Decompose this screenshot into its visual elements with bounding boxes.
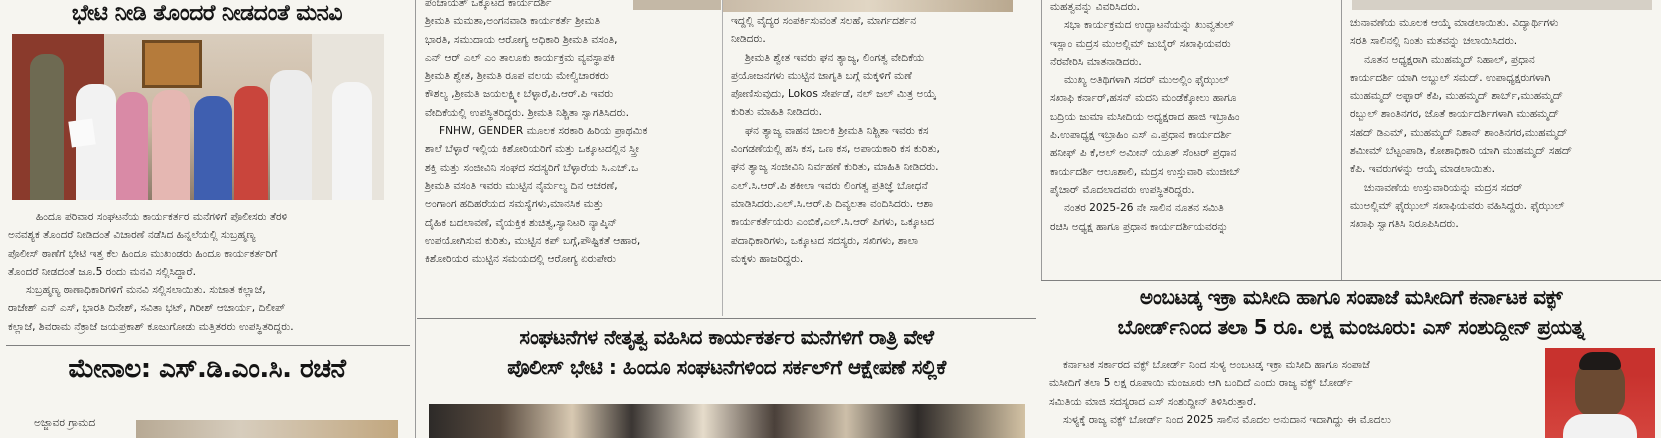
story-6-line: ಸುಳ್ಯಕ್ಕೆ ರಾಜ್ಯ ವಕ್ಫ್ ಬೋರ್ಡ್ ನಿಂದ 2025 ಸಾಲಿನ ಮೊದಲ ಅನುದಾನ ಇದಾಗಿದ್ದು ಈ ಮೊದಲು <box>1063 413 1391 426</box>
story-6-headline-line1: ಅಂಬಟಡ್ಕ ಇಕ್ರಾ ಮಸೀದಿ ಹಾಗೂ ಸಂಪಾಜೆ ಮಸೀದಿಗೆ ಕರ್ನಾಟಕ ವಕ್ಫ್ <box>1139 285 1563 309</box>
story-1-line: ಪೊಲೀಸ್ ಠಾಣೆಗೆ ಭೇಟಿ ಇತ್ತ ಕೆಲ ಹಿಂದೂ ಮುಖಂಡರು ಹಿಂದೂ ಕಾರ್ಯಕರ್ತರಿಗೆ <box>8 247 278 260</box>
divider <box>417 318 1036 319</box>
story-3-line: ಕಾರ್ಯಕರ್ತೆಯರು ಎಂಬಿಕೆ,ಎಲ್.ಸಿ.ಆರ್ ಪಿಗಳು, ಒಕ್ಕೂಟದ <box>731 216 935 229</box>
story-5-line: ನಂತರ 2025-26 ನೇ ಸಾಲಿನ ನೂತನ ಸಮಿತಿ <box>1064 202 1224 215</box>
story-3-line: ಎನ್ ಆರ್ ಎಲ್ ಎಂ ತಾಲೂಕು ಕಾರ್ಯಕ್ರಮ ವ್ಯವಸ್ಥಾಪಕಿ <box>425 51 615 64</box>
story-6-portrait-photo <box>1545 348 1655 438</box>
story-3-line: ಇದ್ದಲ್ಲಿ ವೈದ್ಯರ ಸಂಪರ್ಕಿಸುವಂತೆ ಸಲಹೆ, ಮಾರ್ಗದರ್ಶನ <box>731 15 917 27</box>
story-3-line: ಶ್ರೀಮತಿ ಮಮತಾ,ಅಂಗನವಾಡಿ ಕಾರ್ಯಕರ್ತೆ ಶ್ರೀಮತಿ <box>425 15 601 28</box>
story-3-line: ವೇದಿಕೆಯಲ್ಲಿ ಉಪಸ್ಥಿತರಿದ್ದರು. ಶ್ರೀಮತಿ ನಿಶ್ಚಿತಾ ಸ್ವಾಗತಿಸಿದರು. <box>425 106 629 119</box>
column-2 <box>417 0 721 316</box>
story-5-line: ಇಸ್ಲಾಂ ಮದ್ರಸ ಮುಅಲ್ಲಿಮ್ ಜುಬೈರ್ ಸಖಾಫಿಯವರು <box>1050 37 1231 50</box>
story-4-headline-line1: ಸಂಘಟನೆಗಳ ನೇತೃತ್ವ ವಹಿಸಿದ ಕಾರ್ಯಕರ್ತರ ಮನೆಗಳಿಗೆ ರಾತ್ರಿ ವೇಳೆ <box>519 325 934 349</box>
story-1-line: ತೊಂದರೆ ನೀಡದಂತೆ ಜೂ.5 ರಂದು ಮನವಿ ಸಲ್ಲಿಸಿದ್ದಾರೆ. <box>8 265 196 278</box>
column-4 <box>1041 0 1341 280</box>
story-5-line: ಚುನಾವಣೆಯ ಮೂಲಕ ಆಯ್ಕೆ ಮಾಡಲಾಯಿತು. ವಿದ್ಯಾರ್ಥಿಗಳು <box>1350 17 1559 29</box>
story-6-headline-line2: ಬೋರ್ಡ್‌ನಿಂದ ತಲಾ 5 ರೂ. ಲಕ್ಷ ಮಂಜೂರು: ಎಸ್ ಸಂಶುದ್ದೀನ್ ಪ್ರಯತ್ನ <box>1117 315 1585 339</box>
story-3-line: ಪಂಚಾಯತ್ ಒಕ್ಕೂಟದ ಕಾರ್ಯದರ್ಶಿ <box>425 0 552 9</box>
story-3-line: ಉಪಯೋಗಿಸುವ ಕುರಿತು, ಮುಟ್ಟಿನ ಕಪ್ ಬಗ್ಗೆ,ಪೌಷ್ಟಿಕತೆ ಆಹಾರ, <box>425 234 641 247</box>
story-2-headline: ಮೇನಾಲ: ಎಸ್.ಡಿ.ಎಂ.ಸಿ. ರಚನೆ <box>68 354 346 384</box>
divider <box>1041 280 1661 281</box>
story-3-line: ನೀಡಿದರು. <box>731 33 766 46</box>
story-2-photo <box>136 420 398 438</box>
story-3-line: ವಿಂಗಡಣೆಯಲ್ಲಿ ಹಸಿ ಕಸ, ಒಣ ಕಸ, ಅಪಾಯಕಾರಿ ಕಸ ಕುರಿತು, <box>731 143 940 156</box>
story-5-line: ಸಖಾಫಿ ಕರ್ನಾರ್,ಹಸನ್ ಮದನಿ ಮಂಡೆಕ್ಕೋಲು ಹಾಗೂ <box>1050 92 1237 105</box>
story-5-line: ರಬ್ಬುಲ್ ಶಾಂತಿನಗರ, ಜೊತೆ ಕಾರ್ಯದರ್ಶಿಗಳಾಗಿ ಮುಹಮ್ಮದ್ <box>1350 108 1559 121</box>
story-3-photo-edge <box>633 0 721 10</box>
story-3-line: ಶ್ರೀಮತಿ ಶ್ವೇತ, ಶ್ರೀಮತಿ ರೂಪ ವಲಯ ಮೇಲ್ವಿಚಾರಕರು <box>425 70 609 83</box>
story-3-photo-edge <box>723 0 1013 12</box>
story-6-line: ಸಮಿತಿಯ ಮಾಜಿ ಸದಸ್ಯರಾದ ಎಸ್ ಸಂಶುದ್ದೀನ್ ತಿಳಿಸಿರುತ್ತಾರೆ. <box>1049 395 1257 408</box>
story-5-line: ಪೈಚಾರ್ ಮೊದಲಾದವರು ಉಪಸ್ಥಿತರಿದ್ದರು. <box>1050 183 1195 196</box>
story-4-photo <box>429 404 1025 438</box>
story-6-line: ಕರ್ನಾಟಕ ಸರ್ಕಾರದ ವಕ್ಫ್ ಬೋರ್ಡ್ ನಿಂದ ಸುಳ್ಯ ಅಂಬಟಡ್ಕ ಇಕ್ರಾ ಮಸೀದಿ ಹಾಗೂ ಸಂಪಾಜೆ <box>1063 359 1370 371</box>
story-1-photo <box>12 34 384 200</box>
story-3-line: ಪೋಣಿಸುವುದು, Lokos ಸೇರ್ಪಡೆ, ನಲ್ ಜಲ್ ಮಿತ್ರ ಅಯ್ಕೆ <box>731 88 937 101</box>
story-3-line: ದೈಹಿಕ ಬದಲಾವಣೆ, ವೈಯಕ್ತಿಕ ಶುಚಿತ್ವ,ಸ್ಯಾನಿಟರಿ ನ್ಯಾಪ್ಕಿನ್ <box>425 216 617 229</box>
story-5-line: ಮುಹಮ್ಮದ್ ಅಫ್ಫಾರ್ ಕೆಪಿ, ಮುಹಮ್ಮದ್ ಶಾರ್ಬ್,ಮುಹಮ್ಮದ್ <box>1350 90 1563 103</box>
story-5-photo-edge <box>1352 0 1652 10</box>
story-6 <box>1041 282 1661 438</box>
column-1 <box>0 0 416 438</box>
story-5-line: ಪಿ.ಉಪಾಧ್ಯಕ್ಷ ಇಬ್ರಾಹಿಂ ಎಸ್ ಎ.ಪ್ರಧಾನ ಕಾರ್ಯದರ್ಶಿ <box>1050 129 1232 142</box>
story-3-line: ಶಾಲೆ ಬೆಳ್ಳಾರೆ ಇಲ್ಲಿಯ ಕಿಶೋರಿಯರಿಗೆ ಮತ್ತು ಒಕ್ಕೂಟದಲ್ಲಿನ ಸ್ತ್ರೀ <box>425 143 639 156</box>
story-1-headline: ಭೇಟಿ ನೀಡಿ ತೊಂದರೆ ನೀಡದಂತೆ ಮನವಿ <box>71 1 343 26</box>
story-2-body: ಅಜ್ಜಾವರ ಗ್ರಾಮದ <box>34 417 96 429</box>
story-5-line: ಹನೀಫ್ ಪಿ ಕೆ,ಅಲ್ ಅಮೀನ್ ಯೂತ್ ಸೆಂಟರ್ ಪ್ರಧಾನ <box>1050 147 1237 160</box>
story-5-line: ಚುನಾವಣೆಯ ಉಸ್ತುವಾರಿಯನ್ನು ಮದ್ರಸ ಸದರ್ <box>1364 181 1523 194</box>
story-5-line: ಸಖಾಫಿ ಸ್ವಾಗತಿಸಿ ನಿರೂಪಿಸಿದರು. <box>1350 218 1459 231</box>
story-3-line: ಘನ ತ್ಯಾಜ್ಯ ವಾಹನ ಚಾಲಕಿ ಶ್ರೀಮತಿ ನಿಶ್ಚಿತಾ ಇವರು ಕಸ <box>745 124 929 137</box>
story-5-line: ನೆರವೇರಿಸಿ ಮಾತನಾಡಿದರು. <box>1050 55 1142 68</box>
story-6-line: ಮಸೀದಿಗೆ ತಲಾ 5 ಲಕ್ಷ ರೂಪಾಯಿ ಮಂಜೂರು ಆಗಿ ಬಂದಿದೆ ಎಂದು ರಾಜ್ಯ ವಕ್ಫ್ ಬೋರ್ಡ್ <box>1049 377 1353 390</box>
story-1-line: ಹಿಂದೂ ಪರಿವಾರ ಸಂಘಟನೆಯ ಕಾರ್ಯಕರ್ತರ ಮನೆಗಳಿಗೆ ಪೊಲೀಸರು ತೆರಳಿ <box>36 211 288 223</box>
story-3-line: ಕಿಶೋರಿಯರ ಮುಟ್ಟಿನ ಸಮಯದಲ್ಲಿ ಆರೋಗ್ಯ ಏರುಪೇರು <box>425 253 616 266</box>
story-5-line: ಮಹತ್ವವನ್ನು ವಿವರಿಸಿದರು. <box>1050 1 1140 13</box>
story-5-line: ಸಹದ್ ಡಿಎಮ್, ಮುಹಮ್ಮದ್ ನಿಶಾನ್ ಶಾಂತಿನಗರ,ಮುಹಮ್ಮದ್ <box>1350 126 1568 139</box>
story-3-line: ಘನ ತ್ಯಾಜ್ಯ ಸಂಜೀವಿನಿ ನಿರ್ವಹಣೆ ಕುರಿತು, ಮಾಹಿತಿ ನೀಡಿದರು. <box>731 161 939 174</box>
story-5-line: ಕಾರ್ಯದರ್ಶಿ ಆಲೂಶಾಲಿ, ಮದ್ರಸ ಉಸ್ತುವಾರಿ ಮುಜೀಬ್ <box>1050 165 1241 178</box>
story-5-line: ಸಭಾ ಕಾರ್ಯಕ್ರಮದ ಉದ್ಘಾಟನೆಯನ್ನು ಖುವ್ವತುಲ್ <box>1064 19 1235 32</box>
divider <box>6 345 410 346</box>
story-5-line: ಕೆಪಿ. ಇವರುಗಳನ್ನು ಆಯ್ಕೆ ಮಾಡಲಾಯಿತು. <box>1350 163 1495 176</box>
story-3-line: ಕೌಶಲ್ಯ ,ಶ್ರೀಮತಿ ಜಯಲಕ್ಷ್ಮೀ ಬೆಳ್ಳಾರೆ,ಪಿ.ಆರ್.ಪಿ ಇವರು <box>425 88 614 101</box>
story-1-line: ಅನವಶ್ಯಕ ತೊಂದರೆ ನೀಡಿದಂತೆ ವಿಚಾರಣೆ ನಡೆಸಿದ ಹಿನ್ನಲೆಯಲ್ಲಿ ಸುಬ್ರಹ್ಮಣ್ಯ <box>8 229 256 242</box>
story-3-line: ಮಕ್ಕಳು ಹಾಜರಿದ್ದರು. <box>731 252 804 265</box>
story-5-line: ಬದ್ರಿಯ ಜುಮಾ ಮಸೀದಿಯ ಅಧ್ಯಕ್ಷರಾದ ಹಾಜಿ ಇಬ್ರಾಹಿಂ <box>1050 110 1240 123</box>
column-3 <box>722 0 1036 316</box>
story-5-line: ಮುಖ್ಯ ಅತಿಥಿಗಳಾಗಿ ಸದರ್ ಮುಅಲ್ಲಿಂ ಫೈಝುಲ್ <box>1064 74 1230 87</box>
story-3-line: FNHW, GENDER ಮೂಲಕ ಸರಕಾರಿ ಹಿರಿಯ ಪ್ರಾಥಮಿಕ <box>439 125 648 138</box>
story-1-line: ಸುಬ್ರಹ್ಮಣ್ಯ ಠಾಣಾಧಿಕಾರಿಗಳಿಗೆ ಮನವಿ ಸಲ್ಲಿಸಲಾಯಿತು. ಸುಜಾತ ಕಲ್ಲಾಜೆ, <box>26 284 266 297</box>
story-4-headline-line2: ಪೊಲೀಸ್ ಭೇಟಿ : ಹಿಂದೂ ಸಂಘಟನೆಗಳಿಂದ ಸರ್ಕಲ್‌ಗೆ ಆಕ್ಷೇಪಣೆ ಸಲ್ಲಿಕೆ <box>507 355 946 379</box>
story-5-line: ಸರತಿ ಸಾಲಿನಲ್ಲಿ ನಿಂತು ಮತವನ್ನು ಚಲಾಯಿಸಿದರು. <box>1350 35 1518 48</box>
story-3-line: ಎಲ್.ಸಿ.ಆರ್.ಪಿ ಶಕೀಲಾ ಇವರು ಲಿಂಗತ್ವ ಪ್ರತಿಜ್ಞೆ ಬೋಧನೆ <box>731 179 928 192</box>
story-3-line: ಕುರಿತು ಮಾಹಿತಿ ನೀಡಿದರು. <box>731 106 822 119</box>
story-1-line: ರಾಜೇಶ್ ಎನ್ ಎಸ್, ಭಾರತಿ ದಿನೇಶ್, ಸವಿತಾ ಭಟ್, ಗಿರೀಶ್ ಆಚಾರ್ಯ, ದಿಲೀಪ್ <box>8 302 286 315</box>
story-3-line: ಶಕ್ತಿ ಮತ್ತು ಸಂಜೀವಿನಿ ಸಂಘದ ಸದಸ್ಯರಿಗೆ ಬೆಳ್ಳಾರೆಯ ಸಿ.ಎಚ್.ಒ <box>425 161 639 174</box>
story-5-line: ನೂತನ ಅಧ್ಯಕ್ಷರಾಗಿ ಮುಹಮ್ಮದ್ ನಿಹಾಲ್, ಪ್ರಧಾನ <box>1364 53 1535 66</box>
story-3-line: ಭಾರತಿ, ಸಮುದಾಯ ಆರೋಗ್ಯ ಅಧಿಕಾರಿ ಶ್ರೀಮತಿ ವಸಂತಿ, <box>425 33 618 46</box>
story-5-line: ಶಮೀಮ್ ಬೆಟ್ಟಂಪಾಡಿ, ಕೋಶಾಧಿಕಾರಿ ಯಾಗಿ ಮುಹಮ್ಮದ್ ಸಹದ್ <box>1350 145 1573 158</box>
story-3-line: ಅಂಗಾಂಗ ಹದಿಹರೆಯದ ಸಮಸ್ಯೆಗಳು,ಮಾನಸಿಕ ಮತ್ತು <box>425 198 604 211</box>
column-5 <box>1341 0 1661 280</box>
story-4 <box>417 322 1036 438</box>
story-1-line: ಕಲ್ಲಾಜೆ, ಶಿವರಾಮ ನೆಕ್ರಾಜೆ ಜಯಪ್ರಕಾಶ್ ಕೂಜುಗೋಡು ಮತ್ತಿತರರು ಉಪಸ್ಥಿತರಿದ್ದರು. <box>8 320 294 333</box>
story-3-line: ಪದಾಧಿಕಾರಿಗಳು, ಒಕ್ಕೂಟದ ಸದಸ್ಯರು, ಸಖಿಗಳು, ಶಾಲಾ <box>731 234 919 247</box>
story-5-line: ಕಾರ್ಯದರ್ಶಿ ಯಾಗಿ ಅಬ್ದುಲ್ ಸಮದ್. ಉಪಾಧ್ಯಕ್ಷರುಗಳಾಗಿ <box>1350 71 1551 84</box>
story-5-line: ರಚಿಸಿ ಅಧ್ಯಕ್ಷ ಹಾಗೂ ಪ್ರಧಾನ ಕಾರ್ಯದರ್ಶಿಯವರನ್ನು <box>1050 220 1229 233</box>
story-5-line: ಮುಅಲ್ಲಿಮ್ ಫೈಝುಲ್ ಸಖಾಫಿಯವರು ವಹಿಸಿದ್ದರು. ಫೈಝುಲ್ <box>1350 199 1565 212</box>
story-1-body <box>0 208 410 336</box>
story-3-line: ಶ್ರೀಮತಿ ವಸಂತಿ ಇವರು ಮುಟ್ಟಿನ ನೈರ್ಮಲ್ಯ ದಿನ ಆಚರಣೆ, <box>425 179 618 192</box>
story-3-line: ಶ್ರೀಮತಿ ಶ್ವೇತ ಇವರು ಘನ ತ್ಯಾಜ್ಯ, ಲಿಂಗತ್ವ ವೇದಿಕೆಯ <box>745 51 925 64</box>
story-3-line: ಪ್ರಯೋಜನಗಳು ಮುಟ್ಟಿನ ಜಾಗೃತಿ ಬಗ್ಗೆ ಮಕ್ಕಳಿಗೆ ಮಣೆ <box>731 69 912 82</box>
story-3-line: ಮಾಡಿಸಿದರು.ಎಲ್.ಸಿ.ಆರ್.ಪಿ ದಿವ್ಯಲತಾ ವಂದಿಸಿದರು. ಆಶಾ <box>731 197 934 210</box>
